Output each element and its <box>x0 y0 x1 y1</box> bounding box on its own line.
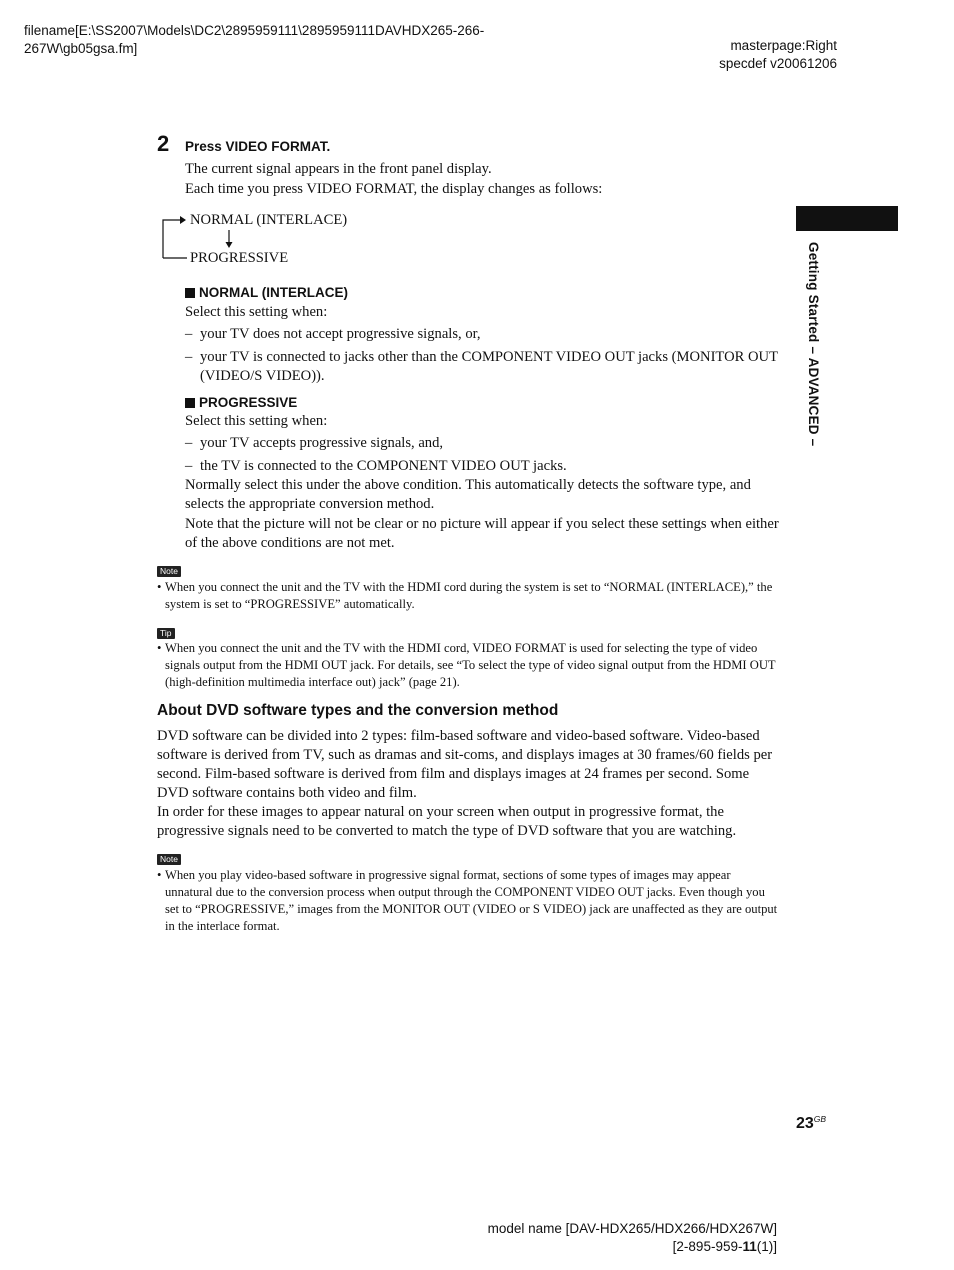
square-bullet-icon <box>185 398 195 408</box>
progressive-heading <box>185 395 297 410</box>
progressive-intro: Select this setting when: <box>185 413 328 429</box>
progressive-heading-text: PROGRESSIVE <box>199 395 298 410</box>
progressive-item-2: the TV is connected to the COMPONENT VIDEO OUT jacks. <box>200 458 567 474</box>
tip-text: When you connect the unit and the TV with the HDMI cord, VIDEO FORMAT is used for selecting the type of video signals output from the HDMI OUT jack. For details, see “To select the type of video signal output from the HDMI OUT (high-definition multimedia interface out) jack” (page 21). <box>165 641 776 689</box>
progressive-list-item: – your TV accepts progressive signals, and, <box>185 434 785 453</box>
step-line-2: Each time you press VIDEO FORMAT, the display changes as follows: <box>185 181 603 197</box>
note-2-text: When you play video-based software in progressive signal format, sections of some types of images may appear unnatural due to the conversion process when output through the COMPONENT VIDEO OUT jacks. Even though you set to “PROGRESSIVE,” images from the MONITOR OUT (VIDEO or S VIDEO) jack are unaffected as they are output in the interlace format. <box>165 868 778 933</box>
page-number-suffix: GB <box>813 1114 827 1124</box>
page-number <box>796 1114 826 1133</box>
footer-code-bold: 11 <box>742 1239 757 1254</box>
about-para-1: DVD software can be divided into 2 types: film-based software and video-based software. Video-based software is derived from TV, such as dramas and sit-coms, and displays images at 30 frames/60 fields per second. Film-based software is derived from film and displays images at 24 frames per second. Some DVD software contains both video and film. <box>157 728 773 801</box>
bullet-icon: • <box>157 868 162 882</box>
sidebar-section-label: Getting Started – ADVANCED – <box>806 242 821 447</box>
normal-item-2: your TV is connected to jacks other than the COMPONENT VIDEO OUT jacks (MONITOR OUT (VIDEO/S VIDEO)). <box>200 349 778 384</box>
header-filename <box>24 22 484 58</box>
normal-heading <box>185 285 348 300</box>
note-2-item <box>157 867 779 935</box>
tip-badge: Tip <box>157 628 175 639</box>
footer-code-prefix: [2-895-959- <box>672 1239 743 1254</box>
header-specdef: specdef v20061206 <box>719 56 837 71</box>
square-bullet-icon <box>185 288 195 298</box>
normal-list-item: – your TV does not accept progressive signals, or, <box>185 325 785 344</box>
progressive-para-2: Note that the picture will not be clear or no picture will appear if you select these settings when either of the above conditions are not met. <box>185 516 779 551</box>
footer-code-suffix: (1)] <box>756 1239 777 1254</box>
progressive-item-1: your TV accepts progressive signals, and, <box>200 435 444 451</box>
footer-model-name: model name [DAV-HDX265/HDX266/HDX267W] <box>487 1221 777 1236</box>
footer <box>488 1220 777 1256</box>
step-title: Press VIDEO FORMAT. <box>185 139 331 154</box>
page-number-value: 23 <box>796 1115 814 1132</box>
note-badge: Note <box>157 854 181 865</box>
section-tab-marker <box>796 206 898 231</box>
step-number: 2 <box>157 131 170 156</box>
bullet-icon: • <box>157 580 162 594</box>
note-1-text: When you connect the unit and the TV with the HDMI cord during the system is set to “NORMAL (INTERLACE),” the system is set to “PROGRESSIVE” automatically. <box>165 580 773 611</box>
header-masterpage: masterpage:Right <box>730 38 837 53</box>
step-line-1: The current signal appears in the front panel display. <box>185 161 492 177</box>
header-filename-line2: 267W\gb05gsa.fm] <box>24 41 138 56</box>
tip-item <box>157 640 779 691</box>
normal-intro: Select this setting when: <box>185 304 328 320</box>
normal-list-item: – your TV is connected to jacks other than the COMPONENT VIDEO OUT jacks (MONITOR OUT (VIDEO/S VIDEO)). <box>185 348 785 386</box>
progressive-list-item: – the TV is connected to the COMPONENT VIDEO OUT jacks. <box>185 457 785 476</box>
header-masterpage-block <box>719 37 837 73</box>
cycle-option-progressive: PROGRESSIVE <box>190 250 289 266</box>
about-para-2: In order for these images to appear natural on your screen when output in progressive format, the progressive signals need to be converted to match the type of DVD software that you are watching. <box>157 804 737 839</box>
cycle-option-normal: NORMAL (INTERLACE) <box>190 212 348 228</box>
footer-code <box>488 1238 777 1256</box>
about-section-title: About DVD software types and the conversion method <box>157 702 559 719</box>
note-badge: Note <box>157 566 181 577</box>
normal-heading-text: NORMAL (INTERLACE) <box>199 285 348 300</box>
note-1-item <box>157 579 779 613</box>
normal-item-1: your TV does not accept progressive signals, or, <box>200 326 481 342</box>
progressive-para-1: Normally select this under the above condition. This automatically detects the software type, and selects the appropriate conversion method. <box>185 477 751 512</box>
bullet-icon: • <box>157 641 162 655</box>
header-filename-line1: filename[E:\SS2007\Models\DC2\2895959111\2895959111DAVHDX265-266- <box>24 23 485 38</box>
